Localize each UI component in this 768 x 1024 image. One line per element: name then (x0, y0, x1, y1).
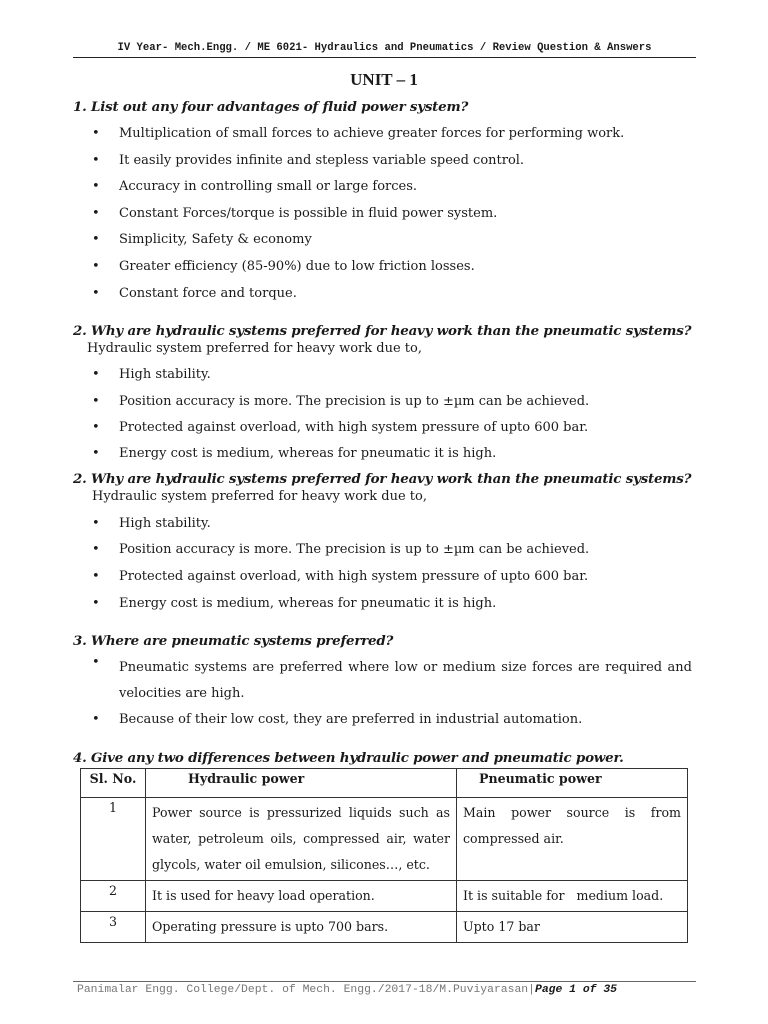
table-cell-pneumatic: It is suitable for medium load. (457, 881, 688, 912)
table-cell-pneumatic: Upto 17 bar (457, 912, 688, 943)
q1-bullet (92, 179, 417, 194)
bullet-dot: • (92, 596, 100, 611)
table-header-row (81, 769, 688, 798)
comparison-table (80, 768, 688, 943)
question-2: 2. Why are hydraulic systems preferred for heavy work than the pneumatic systems? (73, 323, 692, 339)
q3-bullet-text: Pneumatic systems are preferred where low or medium size forces are required and velocities are high. (119, 660, 692, 701)
q2-bullet (92, 367, 211, 382)
q1-bullet (92, 153, 524, 168)
bullet-dot: • (92, 179, 100, 194)
table-header-pneumatic: Pneumatic power (457, 769, 688, 798)
table-cell-slno: 1 (81, 798, 146, 881)
table-cell-pneumatic: Main power source is from compressed air. (457, 798, 688, 881)
q1-bullet (92, 126, 624, 141)
bullet-dot: • (92, 286, 100, 301)
q2-intro: Hydraulic system preferred for heavy work due to, (87, 341, 422, 356)
bullet-dot: • (92, 153, 100, 168)
table-header-slno: Sl. No. (81, 769, 146, 798)
running-header: IV Year- Mech.Engg. / ME 6021- Hydraulics and Pneumatics / Review Question & Answers (117, 42, 652, 54)
q2-repeat-bullet (92, 569, 588, 584)
bullet-dot: • (92, 232, 100, 247)
bullet-dot: • (92, 126, 100, 141)
table-row (81, 912, 688, 943)
q2-bullet-text: Energy cost is medium, whereas for pneumatic it is high. (119, 446, 497, 461)
q2-repeat-bullet-text: Protected against overload, with high system pressure of upto 600 bar. (119, 569, 589, 584)
question-2-repeat: 2. Why are hydraulic systems preferred for heavy work than the pneumatic systems? (73, 471, 692, 487)
table-cell-hydraulic: It is used for heavy load operation. (146, 881, 457, 912)
q3-bullet-text: Because of their low cost, they are preferred in industrial automation. (119, 712, 583, 727)
q2-bullet-text: Position accuracy is more. The precision is up to ±µm can be achieved. (119, 394, 590, 409)
q1-bullet (92, 286, 297, 301)
q2-bullet-text: Protected against overload, with high system pressure of upto 600 bar. (119, 420, 589, 435)
q1-bullet-text: Multiplication of small forces to achieve greater forces for performing work. (119, 126, 625, 141)
q2-repeat-bullet (92, 596, 496, 611)
table-cell-hydraulic: Power source is pressurized liquids such as water, petroleum oils, compressed air, water glycols, water oil emulsion, silicones…, etc. (146, 798, 457, 881)
q3-bullet (92, 712, 582, 727)
q1-bullet-text: Accuracy in controlling small or large forces. (119, 179, 418, 194)
q2-repeat-bullet-text: Energy cost is medium, whereas for pneumatic it is high. (119, 596, 497, 611)
q2-bullet (92, 394, 589, 409)
table-header-hydraulic: Hydraulic power (146, 769, 457, 798)
q1-bullet-text: Constant Forces/torque is possible in fluid power system. (119, 206, 498, 221)
q1-bullet-text: Simplicity, Safety & economy (119, 232, 312, 247)
table-cell-slno: 3 (81, 912, 146, 943)
q2-bullet-text: High stability. (119, 367, 211, 382)
unit-title: UNIT – 1 (350, 70, 418, 89)
table-row (81, 798, 688, 881)
q2-bullet (92, 446, 496, 461)
page-footer (77, 984, 617, 996)
bullet-dot: • (92, 367, 100, 382)
page-number: Page 1 of 35 (534, 984, 618, 996)
table-row (81, 881, 688, 912)
bullet-dot: • (92, 542, 100, 557)
bullet-dot: • (92, 206, 100, 221)
bullet-dot: • (92, 446, 100, 461)
footer-text: Panimalar Engg. College/Dept. of Mech. Engg./2017-18/M.Puviyarasan| (77, 984, 535, 996)
question-1: 1. List out any four advantages of fluid power system? (73, 99, 469, 115)
q1-bullet (92, 232, 312, 247)
bullet-dot: • (92, 420, 100, 435)
table-cell-slno: 2 (81, 881, 146, 912)
q2-repeat-bullet (92, 542, 589, 557)
q2-repeat-intro: Hydraulic system preferred for heavy work due to, (92, 489, 427, 504)
q1-bullet-text: Greater efficiency (85-90%) due to low friction losses. (119, 259, 475, 274)
table-cell-hydraulic: Operating pressure is upto 700 bars. (146, 912, 457, 943)
q2-bullet (92, 420, 588, 435)
q1-bullet-text: It easily provides infinite and stepless variable speed control. (119, 153, 525, 168)
q2-repeat-bullet-text: Position accuracy is more. The precision is up to ±µm can be achieved. (119, 542, 590, 557)
q1-bullet-text: Constant force and torque. (119, 286, 297, 301)
bullet-dot: • (92, 259, 100, 274)
bullet-dot: • (92, 516, 100, 531)
question-3: 3. Where are pneumatic systems preferred? (73, 633, 394, 649)
footer-divider (73, 981, 696, 982)
q1-bullet (92, 206, 497, 221)
bullet-dot: • (92, 394, 100, 409)
bullet-dot: • (92, 712, 100, 727)
bullet-dot: • (92, 569, 100, 584)
q1-bullet (92, 259, 475, 274)
q2-repeat-bullet (92, 516, 211, 531)
question-4: 4. Give any two differences between hydraulic power and pneumatic power. (73, 750, 624, 766)
header-divider (73, 57, 696, 58)
bullet-dot: • (92, 655, 100, 670)
q2-repeat-bullet-text: High stability. (119, 516, 211, 531)
